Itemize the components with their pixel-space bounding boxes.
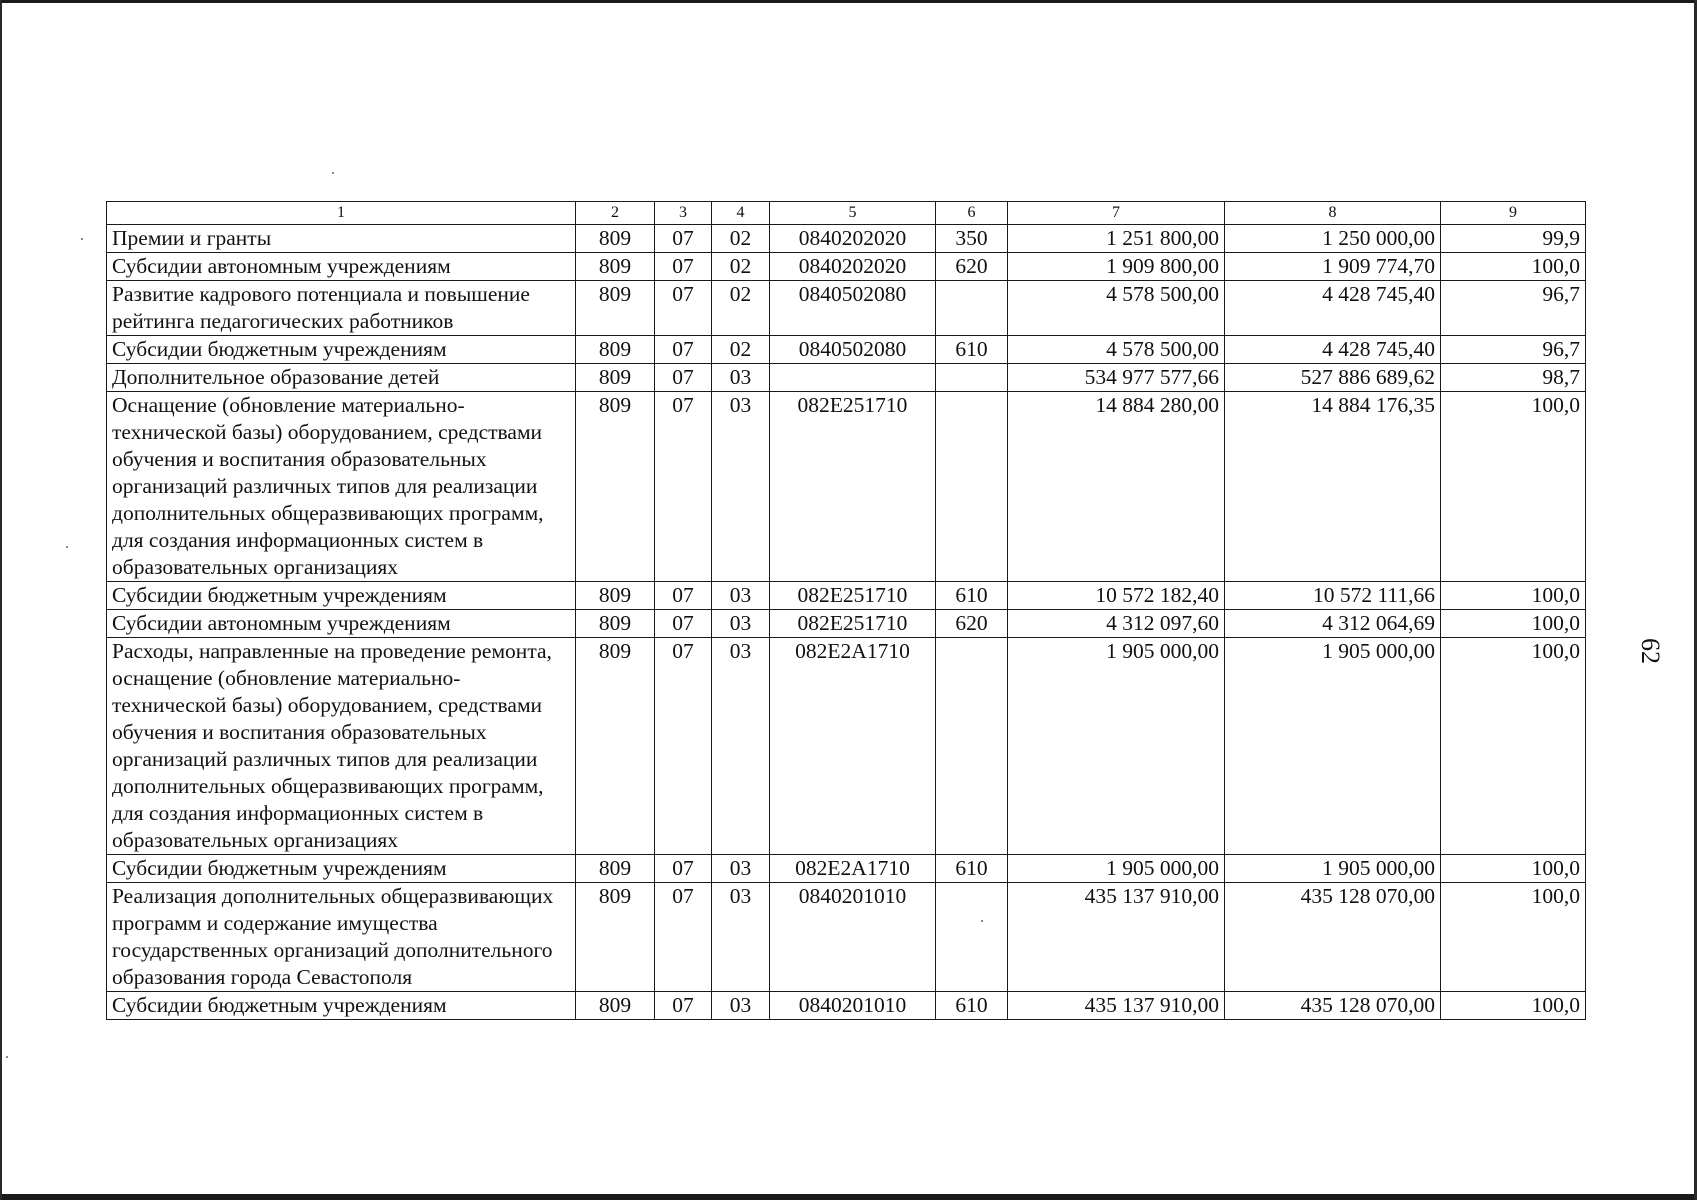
admin-code-cell: 809	[576, 638, 655, 855]
section-cell: 07	[655, 582, 712, 610]
planned-amount-cell: 435 137 910,00	[1008, 883, 1225, 992]
subsection-cell: 02	[712, 336, 770, 364]
admin-code-cell: 809	[576, 336, 655, 364]
subsection-cell: 02	[712, 225, 770, 253]
target-article-cell: 082E2A1710	[770, 638, 936, 855]
table-row	[107, 582, 1586, 610]
table-row	[107, 992, 1586, 1020]
expense-type-cell: 610	[936, 992, 1008, 1020]
table-row	[107, 638, 1586, 855]
execution-percent-cell: 99,9	[1441, 225, 1586, 253]
execution-percent-cell: 100,0	[1441, 638, 1586, 855]
column-header-7: 7	[1008, 202, 1225, 225]
subsection-cell: 02	[712, 281, 770, 336]
planned-amount-cell: 435 137 910,00	[1008, 992, 1225, 1020]
executed-amount-cell: 435 128 070,00	[1225, 883, 1441, 992]
admin-code-cell: 809	[576, 582, 655, 610]
target-article-cell: 082E251710	[770, 582, 936, 610]
subsection-cell: 03	[712, 392, 770, 582]
execution-percent-cell: 96,7	[1441, 281, 1586, 336]
target-article-cell: 0840502080	[770, 281, 936, 336]
table-row	[107, 883, 1586, 992]
execution-percent-cell: 100,0	[1441, 610, 1586, 638]
section-cell: 07	[655, 392, 712, 582]
column-header-2: 2	[576, 202, 655, 225]
executed-amount-cell: 1 250 000,00	[1225, 225, 1441, 253]
planned-amount-cell: 1 251 800,00	[1008, 225, 1225, 253]
item-name-cell: Субсидии бюджетным учреждениям	[107, 855, 576, 883]
section-cell: 07	[655, 855, 712, 883]
executed-amount-cell: 4 428 745,40	[1225, 281, 1441, 336]
table-row	[107, 392, 1586, 582]
execution-percent-cell: 96,7	[1441, 336, 1586, 364]
item-name-cell: Оснащение (обновление материально-технической базы) оборудованием, средствами обучения и воспитания образовательных организаций различных типов для реализации дополнительных общеразвивающих программ, для создания информационных систем в образовательных организациях	[107, 392, 576, 582]
header-row	[107, 202, 1586, 225]
expense-type-cell: 350	[936, 225, 1008, 253]
subsection-cell: 03	[712, 638, 770, 855]
subsection-cell: 03	[712, 855, 770, 883]
executed-amount-cell: 1 905 000,00	[1225, 638, 1441, 855]
subsection-cell: 03	[712, 364, 770, 392]
target-article-cell	[770, 364, 936, 392]
scan-speck	[332, 172, 334, 174]
item-name-cell: Развитие кадрового потенциала и повышение рейтинга педагогических работников	[107, 281, 576, 336]
column-header-4: 4	[712, 202, 770, 225]
item-name-cell: Расходы, направленные на проведение ремонта, оснащение (обновление материально-технической базы) оборудованием, средствами обучения и воспитания образовательных организаций различных типов для реализации дополнительных общеразвивающих программ, для создания информационных систем в образовательных организациях	[107, 638, 576, 855]
expense-type-cell	[936, 392, 1008, 582]
item-name-cell: Субсидии бюджетным учреждениям	[107, 336, 576, 364]
section-cell: 07	[655, 336, 712, 364]
column-header-1: 1	[107, 202, 576, 225]
subsection-cell: 03	[712, 582, 770, 610]
table-row	[107, 610, 1586, 638]
expense-type-cell: 620	[936, 610, 1008, 638]
column-header-8: 8	[1225, 202, 1441, 225]
target-article-cell: 082E2A1710	[770, 855, 936, 883]
executed-amount-cell: 4 428 745,40	[1225, 336, 1441, 364]
admin-code-cell: 809	[576, 392, 655, 582]
admin-code-cell: 809	[576, 364, 655, 392]
scan-speck	[6, 1056, 8, 1058]
target-article-cell: 082E251710	[770, 392, 936, 582]
target-article-cell: 0840201010	[770, 883, 936, 992]
item-name-cell: Субсидии бюджетным учреждениям	[107, 582, 576, 610]
table-row	[107, 336, 1586, 364]
scan-speck	[81, 238, 83, 240]
target-article-cell: 082E251710	[770, 610, 936, 638]
section-cell: 07	[655, 281, 712, 336]
execution-percent-cell: 100,0	[1441, 992, 1586, 1020]
executed-amount-cell: 1 905 000,00	[1225, 855, 1441, 883]
scan-speck	[66, 546, 68, 548]
executed-amount-cell: 527 886 689,62	[1225, 364, 1441, 392]
subsection-cell: 03	[712, 610, 770, 638]
execution-percent-cell: 98,7	[1441, 364, 1586, 392]
target-article-cell: 0840502080	[770, 336, 936, 364]
table-row	[107, 364, 1586, 392]
admin-code-cell: 809	[576, 855, 655, 883]
planned-amount-cell: 1 905 000,00	[1008, 638, 1225, 855]
execution-percent-cell: 100,0	[1441, 855, 1586, 883]
target-article-cell: 0840202020	[770, 225, 936, 253]
admin-code-cell: 809	[576, 883, 655, 992]
table-row	[107, 281, 1586, 336]
section-cell: 07	[655, 253, 712, 281]
executed-amount-cell: 10 572 111,66	[1225, 582, 1441, 610]
expense-type-cell: 610	[936, 336, 1008, 364]
subsection-cell: 03	[712, 992, 770, 1020]
section-cell: 07	[655, 992, 712, 1020]
expense-type-cell	[936, 638, 1008, 855]
section-cell: 07	[655, 364, 712, 392]
budget-table	[106, 201, 1586, 1020]
execution-percent-cell: 100,0	[1441, 582, 1586, 610]
admin-code-cell: 809	[576, 992, 655, 1020]
execution-percent-cell: 100,0	[1441, 392, 1586, 582]
planned-amount-cell: 4 312 097,60	[1008, 610, 1225, 638]
expense-type-cell: 610	[936, 582, 1008, 610]
item-name-cell: Субсидии бюджетным учреждениям	[107, 992, 576, 1020]
planned-amount-cell: 1 905 000,00	[1008, 855, 1225, 883]
execution-percent-cell: 100,0	[1441, 883, 1586, 992]
column-header-6: 6	[936, 202, 1008, 225]
column-header-9: 9	[1441, 202, 1586, 225]
item-name-cell: Субсидии автономным учреждениям	[107, 610, 576, 638]
executed-amount-cell: 435 128 070,00	[1225, 992, 1441, 1020]
target-article-cell: 0840201010	[770, 992, 936, 1020]
table-body	[107, 202, 1586, 1020]
planned-amount-cell: 4 578 500,00	[1008, 336, 1225, 364]
item-name-cell: Дополнительное образование детей	[107, 364, 576, 392]
scan-edge-top	[0, 0, 1697, 3]
executed-amount-cell: 1 909 774,70	[1225, 253, 1441, 281]
table-row	[107, 225, 1586, 253]
section-cell: 07	[655, 225, 712, 253]
subsection-cell: 03	[712, 883, 770, 992]
executed-amount-cell: 4 312 064,69	[1225, 610, 1441, 638]
item-name-cell: Премии и гранты	[107, 225, 576, 253]
admin-code-cell: 809	[576, 610, 655, 638]
admin-code-cell: 809	[576, 253, 655, 281]
expense-type-cell	[936, 883, 1008, 992]
planned-amount-cell: 534 977 577,66	[1008, 364, 1225, 392]
planned-amount-cell: 4 578 500,00	[1008, 281, 1225, 336]
expense-type-cell: 620	[936, 253, 1008, 281]
scan-edge-bottom	[0, 1194, 1697, 1200]
table-row	[107, 253, 1586, 281]
admin-code-cell: 809	[576, 281, 655, 336]
item-name-cell: Реализация дополнительных общеразвивающих программ и содержание имущества государственных организаций дополнительного образования города Севастополя	[107, 883, 576, 992]
expense-type-cell	[936, 281, 1008, 336]
execution-percent-cell: 100,0	[1441, 253, 1586, 281]
expense-type-cell	[936, 364, 1008, 392]
section-cell: 07	[655, 610, 712, 638]
admin-code-cell: 809	[576, 225, 655, 253]
scan-edge-left	[0, 0, 2, 1200]
column-header-5: 5	[770, 202, 936, 225]
planned-amount-cell: 10 572 182,40	[1008, 582, 1225, 610]
table-row	[107, 855, 1586, 883]
item-name-cell: Субсидии автономным учреждениям	[107, 253, 576, 281]
target-article-cell: 0840202020	[770, 253, 936, 281]
planned-amount-cell: 1 909 800,00	[1008, 253, 1225, 281]
expense-type-cell: 610	[936, 855, 1008, 883]
planned-amount-cell: 14 884 280,00	[1008, 392, 1225, 582]
section-cell: 07	[655, 638, 712, 855]
page-number: 62	[1636, 638, 1665, 664]
executed-amount-cell: 14 884 176,35	[1225, 392, 1441, 582]
column-header-3: 3	[655, 202, 712, 225]
subsection-cell: 02	[712, 253, 770, 281]
section-cell: 07	[655, 883, 712, 992]
